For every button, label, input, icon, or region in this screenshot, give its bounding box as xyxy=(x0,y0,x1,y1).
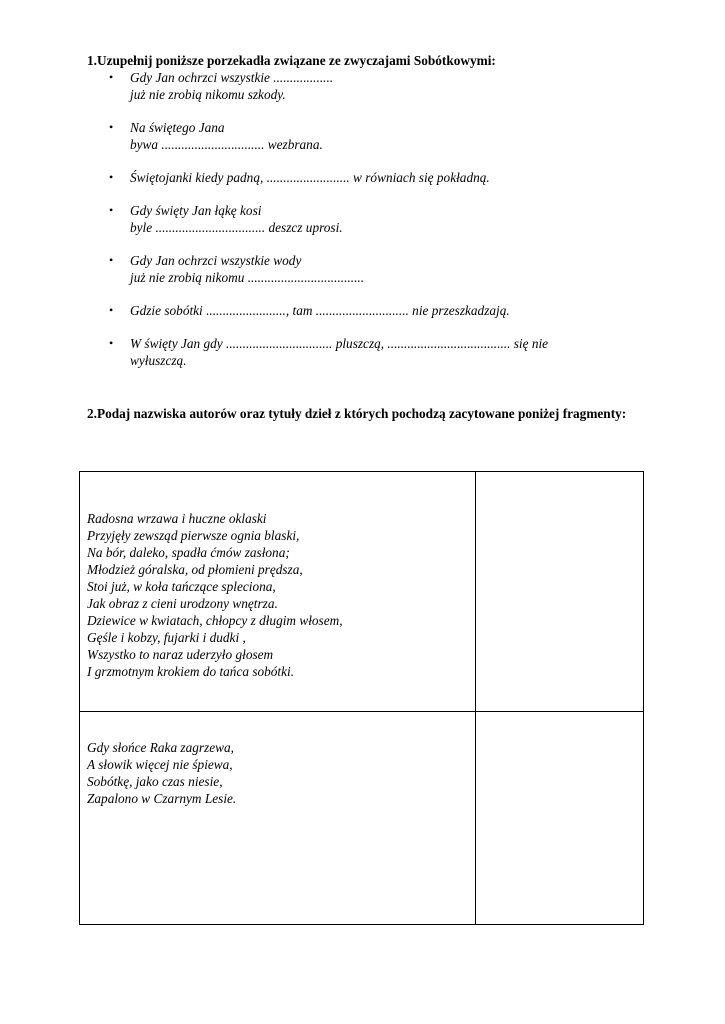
bullet-icon: • xyxy=(109,303,114,317)
section1-heading: 1.Uzupełnij poniższe porzekadła związane ze zwyczajami Sobótkowymi: xyxy=(87,53,496,68)
quote-line: Dziewice w kwiatach, chłopcy z długim włosem, xyxy=(87,613,343,628)
quote-line: Na bór, daleko, spadła ćmów zasłona; xyxy=(87,545,290,560)
proverb-item xyxy=(0,169,725,186)
quote-line: Radosna wrzawa i huczne oklaski xyxy=(87,511,267,526)
proverb-line: już nie zrobią nikomu szkody. xyxy=(130,87,286,102)
proverb-line: byle ................................. deszcz uprosi. xyxy=(130,220,343,235)
bullet-icon: • xyxy=(109,253,114,267)
proverb-line: Gdzie sobótki ........................, tam ............................ nie przeszkadzają. xyxy=(130,303,510,318)
bullet-icon: • xyxy=(109,336,114,350)
quote-line: I grzmotnym krokiem do tańca sobótki. xyxy=(87,664,295,679)
answer-cell[interactable] xyxy=(476,712,644,925)
proverb-item xyxy=(0,119,725,153)
proverb-line: Gdy Jan ochrzci wszystkie .................. xyxy=(130,70,334,85)
quote-line: Sobótkę, jako czas niesie, xyxy=(87,774,223,789)
quote-cell xyxy=(80,712,476,925)
table-row xyxy=(80,712,644,925)
section2-heading: 2.Podaj nazwiska autorów oraz tytuły dzieł z których pochodzą zacytowane poniżej fragmenty: xyxy=(87,406,627,421)
quote-line: Przyjęły zewsząd pierwsze ognia blaski, xyxy=(87,528,300,543)
quote-line: Młodzież góralska, od płomieni prędsza, xyxy=(87,562,303,577)
proverb-line: wyłuszczą. xyxy=(130,353,187,368)
answer-cell[interactable] xyxy=(476,472,644,712)
proverb-line: W święty Jan gdy ................................ pluszczą, ..................................... się nie xyxy=(130,336,549,351)
bullet-icon: • xyxy=(109,203,114,217)
fragments-table xyxy=(79,471,644,925)
quote-fragment-1 xyxy=(80,472,475,680)
quote-line: A słowik więcej nie śpiewa, xyxy=(87,757,233,772)
proverb-line: bywa ............................... wezbrana. xyxy=(130,137,323,152)
quote-line: Wszystko to naraz uderzyło głosem xyxy=(87,647,274,662)
proverb-line: Gdy święty Jan łąkę kosi xyxy=(130,203,262,218)
proverb-item xyxy=(0,202,725,236)
proverb-item xyxy=(0,69,725,103)
quote-cell xyxy=(80,472,476,712)
quote-line: Jak obraz z cieni urodzony wnętrza. xyxy=(87,596,278,611)
proverb-item xyxy=(0,252,725,286)
proverb-line: już nie zrobią nikomu ................................... xyxy=(130,270,365,285)
quote-fragment-2 xyxy=(80,712,475,807)
quote-line: Stoi już, w koła tańczące spleciona, xyxy=(87,579,276,594)
bullet-icon: • xyxy=(109,70,114,84)
bullet-icon: • xyxy=(109,170,114,184)
proverb-item xyxy=(0,335,725,369)
proverb-line: Gdy Jan ochrzci wszystkie wody xyxy=(130,253,302,268)
bullet-icon: • xyxy=(109,120,114,134)
table-row xyxy=(80,472,644,712)
proverb-line: Świętojanki kiedy padną, ......................... w równiach się pokładną. xyxy=(130,170,490,185)
quote-line: Zapalono w Czarnym Lesie. xyxy=(87,791,237,806)
proverb-line: Na świętego Jana xyxy=(130,120,225,135)
quote-line: Gęśle i kobzy, fujarki i dudki , xyxy=(87,630,246,645)
proverbs-list xyxy=(0,69,725,385)
quote-line: Gdy słońce Raka zagrzewa, xyxy=(87,740,234,755)
proverb-item xyxy=(0,302,725,319)
